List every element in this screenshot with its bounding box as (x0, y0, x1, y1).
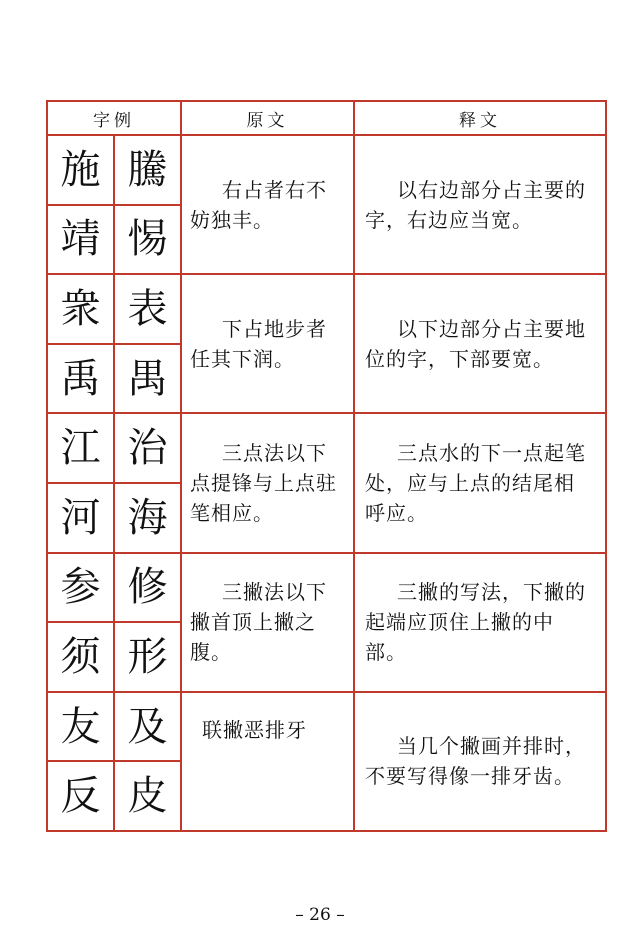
table-row (47, 135, 606, 205)
example-char: 禹 (47, 344, 114, 414)
example-char: 皮 (114, 761, 181, 831)
example-char: 禺 (114, 344, 181, 414)
original-text-cell (181, 413, 354, 552)
header-examples: 字例 (47, 101, 181, 135)
example-char: 参 (47, 553, 114, 623)
header-explanation: 释文 (354, 101, 606, 135)
table-row (47, 274, 606, 344)
example-char: 靖 (47, 205, 114, 275)
example-char: 江 (47, 413, 114, 483)
original-text-cell (181, 553, 354, 692)
original-text: 下占地步者任其下润。 (190, 316, 327, 371)
example-char: 反 (47, 761, 114, 831)
explanation-text-cell (354, 274, 606, 413)
example-char: 衆 (47, 274, 114, 344)
example-char: 友 (47, 692, 114, 762)
example-char: 惕 (114, 205, 181, 275)
example-char: 及 (114, 692, 181, 762)
explanation-text-cell (354, 692, 606, 831)
original-text-cell (181, 692, 354, 831)
original-text: 三点法以下点提锋与上点驻笔相应。 (190, 440, 337, 525)
original-text-cell (181, 274, 354, 413)
header-original: 原文 (181, 101, 354, 135)
example-char: 形 (114, 622, 181, 692)
example-char: 海 (114, 483, 181, 553)
original-text: 联撇恶排牙 (202, 717, 307, 742)
calligraphy-table (46, 100, 607, 832)
table-row (47, 553, 606, 623)
explanation-text-cell (354, 553, 606, 692)
example-char: 治 (114, 413, 181, 483)
explanation-text-cell (354, 413, 606, 552)
explanation-text: 以右边部分占主要的字，右边应当宽。 (365, 177, 586, 232)
example-char: 施 (47, 135, 114, 205)
page-number: – 26 – (295, 905, 345, 925)
original-text: 右占者右不妨独丰。 (190, 177, 327, 232)
original-text-cell (181, 135, 354, 274)
explanation-text: 当几个撇画并排时，不要写得像一排牙齿。 (365, 734, 586, 789)
explanation-text: 以下边部分占主要地位的字，下部要宽。 (365, 316, 586, 371)
explanation-text-cell (354, 135, 606, 274)
table-header-row (47, 101, 606, 135)
example-char: 河 (47, 483, 114, 553)
example-char: 修 (114, 553, 181, 623)
example-char: 表 (114, 274, 181, 344)
original-text: 三撇法以下撇首顶上撇之腹。 (190, 580, 327, 665)
table-row (47, 413, 606, 483)
example-char: 须 (47, 622, 114, 692)
explanation-text: 三点水的下一点起笔处，应与上点的结尾相呼应。 (365, 440, 586, 525)
example-char: 騰 (114, 135, 181, 205)
table-row (47, 692, 606, 762)
explanation-text: 三撇的写法，下撇的起端应顶住上撇的中部。 (365, 580, 586, 665)
calligraphy-table-container (46, 100, 606, 832)
